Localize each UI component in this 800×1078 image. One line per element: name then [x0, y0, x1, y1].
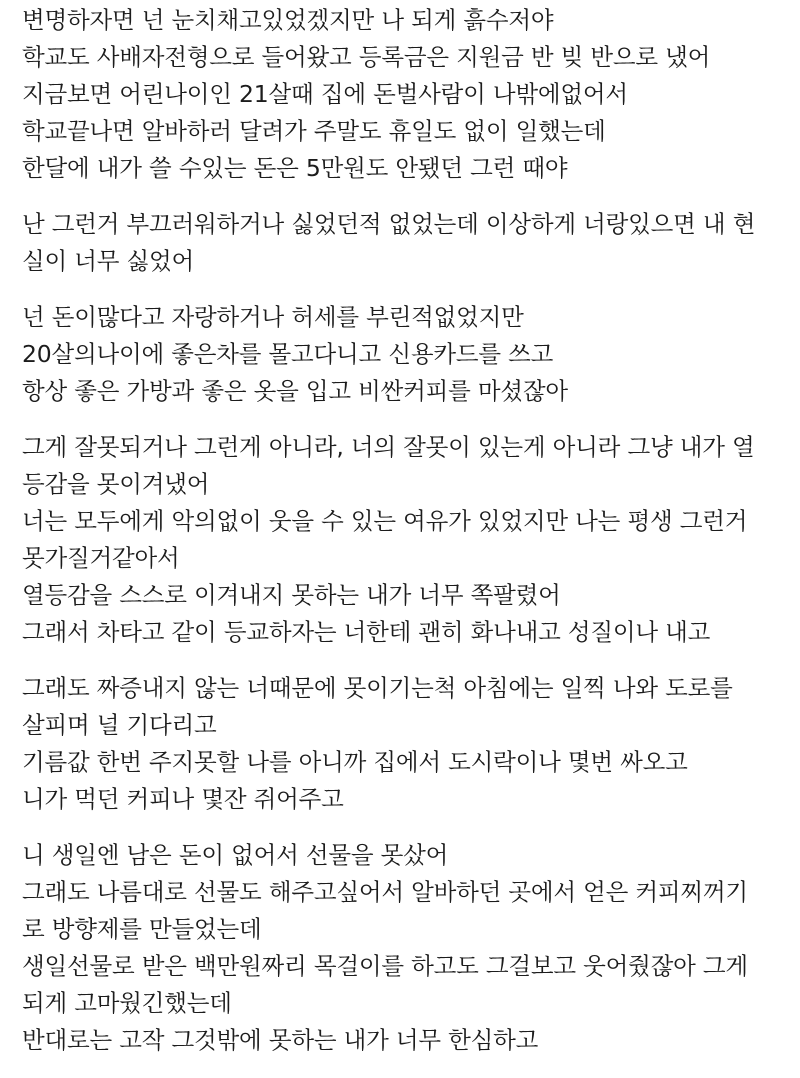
paragraph-2 [22, 206, 792, 280]
text-line: 지금보면 어린나이인 21살때 집에 돈벌사람이 나밖에없어서 [22, 80, 628, 108]
paragraph-1 [22, 2, 792, 187]
text-line: 생일선물로 받은 백만원짜리 목걸이를 하고도 그걸보고 웃어줬잖아 그게 [22, 952, 748, 980]
text-line: 니가 먹던 커피나 몇잔 쥐어주고 [22, 785, 344, 813]
text-line: 열등감을 스스로 이겨내지 못하는 내가 너무 쪽팔렸어 [22, 581, 561, 609]
text-line: 너는 모두에게 악의없이 웃을 수 있는 여유가 있었지만 나는 평생 그런거 [22, 507, 748, 535]
paragraph-3 [22, 299, 792, 410]
text-line: 그래서 차타고 같이 등교하자는 너한테 괜히 화나내고 성질이나 내고 [22, 618, 711, 646]
text-line: 그게 잘못되거나 그런게 아니라, 너의 잘못이 있는게 아니라 그냥 내가 열 [22, 433, 755, 461]
paragraph-6 [22, 837, 792, 1059]
paragraph-5 [22, 670, 792, 818]
text-line: 기름값 한번 주지못할 나를 아니까 집에서 도시락이나 몇번 싸오고 [22, 748, 688, 776]
text-line: 학교도 사배자전형으로 들어왔고 등록금은 지원금 반 빚 반으로 냈어 [22, 43, 711, 71]
text-line: 못가질거같아서 [22, 544, 180, 572]
paragraph-4 [22, 429, 792, 651]
text-line: 그래도 짜증내지 않는 너때문에 못이기는척 아침에는 일찍 나와 도로를 [22, 674, 733, 702]
text-line: 난 그런거 부끄러워하거나 싫었던적 없었는데 이상하게 너랑있으면 내 현 [22, 210, 756, 238]
text-line: 변명하자면 넌 눈치채고있었겠지만 나 되게 흙수저야 [22, 6, 554, 34]
text-line: 로 방향제를 만들었는데 [22, 915, 262, 943]
text-line: 반대로는 고작 그것밖에 못하는 내가 너무 한심하고 [22, 1026, 539, 1054]
text-line: 20살의나이에 좋은차를 몰고다니고 신용카드를 쓰고 [22, 340, 554, 368]
text-line: 실이 너무 싫었어 [22, 247, 195, 275]
text-line: 학교끝나면 알바하러 달려가 주말도 휴일도 없이 일했는데 [22, 117, 606, 145]
text-line: 한달에 내가 쓸 수있는 돈은 5만원도 안됐던 그런 때야 [22, 154, 568, 182]
text-line: 니 생일엔 남은 돈이 없어서 선물을 못샀어 [22, 841, 449, 869]
text-line: 그래도 나름대로 선물도 해주고싶어서 알바하던 곳에서 얻은 커피찌꺼기 [22, 878, 748, 906]
text-line: 되게 고마웠긴했는데 [22, 989, 232, 1017]
text-line: 살피며 널 기다리고 [22, 711, 217, 739]
text-line: 넌 돈이많다고 자랑하거나 허세를 부린적없었지만 [22, 303, 524, 331]
post-body [22, 0, 792, 1078]
text-line: 등감을 못이겨냈어 [22, 470, 210, 498]
text-line: 항상 좋은 가방과 좋은 옷을 입고 비싼커피를 마셨잖아 [22, 377, 568, 405]
